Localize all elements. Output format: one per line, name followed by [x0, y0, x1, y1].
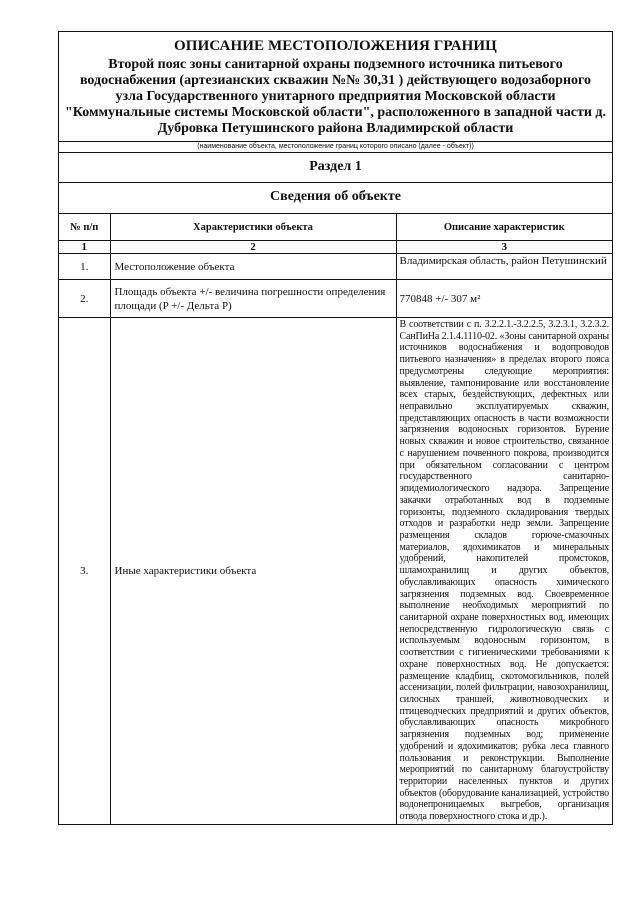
object-description: Второй пояс зоны санитарной охраны подземного источника питьевого водоснабжения (артезианских скважин №№ 30,31 ) действующего водозаборного узла Государственного унитарного предприятия Московской области "Коммунальные системы Московской области", расположенного в западной части д. Дубровка Петушинского района Владимирской области: [65, 57, 606, 136]
column-header-characteristic: Характеристики объекта: [110, 214, 396, 241]
row-number: 1.: [59, 254, 110, 280]
object-info-table: [59, 214, 612, 824]
table-header-row: [59, 214, 612, 241]
column-header-number: № п/п: [59, 214, 110, 241]
characteristic-value: 770848 +/- 307 м²: [396, 280, 612, 318]
characteristic-name: Площадь объекта +/- величина погрешности определения площади (P +/- Дельта P): [110, 280, 396, 318]
table-row: [59, 280, 612, 318]
column-number: 3: [396, 241, 612, 254]
table-row: [59, 318, 612, 824]
object-caption: (наименование объекта, местоположение границ которого описано (далее - объект)): [59, 142, 612, 153]
document-sheet: [58, 31, 613, 825]
row-number: 2.: [59, 280, 110, 318]
column-number-row: [59, 241, 612, 254]
document-header: [59, 32, 612, 142]
row-number: 3.: [59, 318, 110, 824]
section-label: Раздел 1: [59, 153, 612, 183]
document-title: ОПИСАНИЕ МЕСТОПОЛОЖЕНИЯ ГРАНИЦ: [174, 38, 497, 54]
characteristic-value: [396, 318, 612, 824]
table-row: [59, 254, 612, 280]
column-number: 1: [59, 241, 110, 254]
characteristic-description-text: В соответствии с п. 3.2.2.1.-3.2.2.5, 3.2.3.1, 3.2.3.2. СанПиНа 2.1.4.1110-02. «Зоны санитарной охраны источников водоснабжения и водопроводов питьевого назначения» в пределах второго пояса предусмотрены следующие мероприятия: выявление, тампонирование или восстановление всех старых, бездействующих, дефектных или неправильно эксплуатируемых скважин, представляющих опасность в части возможности загрязнения водоносных горизонтов. Бурение новых скважин и новое строительство, связанное с нарушением почвенного покрова, производится при обязательном согласовании с центром государственного санитарно-эпидемиологического надзора. Запрещение закачки отработанных вод в подземные горизонты, подземного складирования твердых отходов и разработки недр земли. Запрещение размещения складов горюче-смазочных материалов, ядохимикатов и минеральных удобрений, накопителей промстоков, шламохранилищ и других объектов, обуславливающих опасность химического загрязнения подземных вод. Своевременное выполнение необходимых мероприятий по санитарной охране поверхностных вод, имеющих непосредственную гидрологическую связь с используемым водоносным горизонтом, в соответствии с гигиеническими требованиями к охране поверхностных вод. Не допускается: размещение кладбищ, скотомогильников, полей ассенизации, полей фильтрации, навозохранилищ, силосных траншей, животноводческих и птицеводческих предприятий и других объектов, обуславливающих опасность микробного загрязнения подземных вод; применение удобрений и ядохимикатов; рубка леса главного пользования и реконструкции. Выполнение мероприятий по санитарному благоустройству территории населенных пунктов и других объектов (оборудование канализацией, устройство водонепроницаемых выгребов, организация отвода поверхностного стока и др.).: [399, 319, 609, 823]
characteristic-value: Владимирская область, район Петушинский: [396, 254, 612, 280]
column-header-description: Описание характеристик: [396, 214, 612, 241]
characteristic-name: Иные характеристики объекта: [110, 318, 396, 824]
characteristic-name: Местоположение объекта: [110, 254, 396, 280]
column-number: 2: [110, 241, 396, 254]
section-heading: Сведения об объекте: [59, 183, 612, 214]
